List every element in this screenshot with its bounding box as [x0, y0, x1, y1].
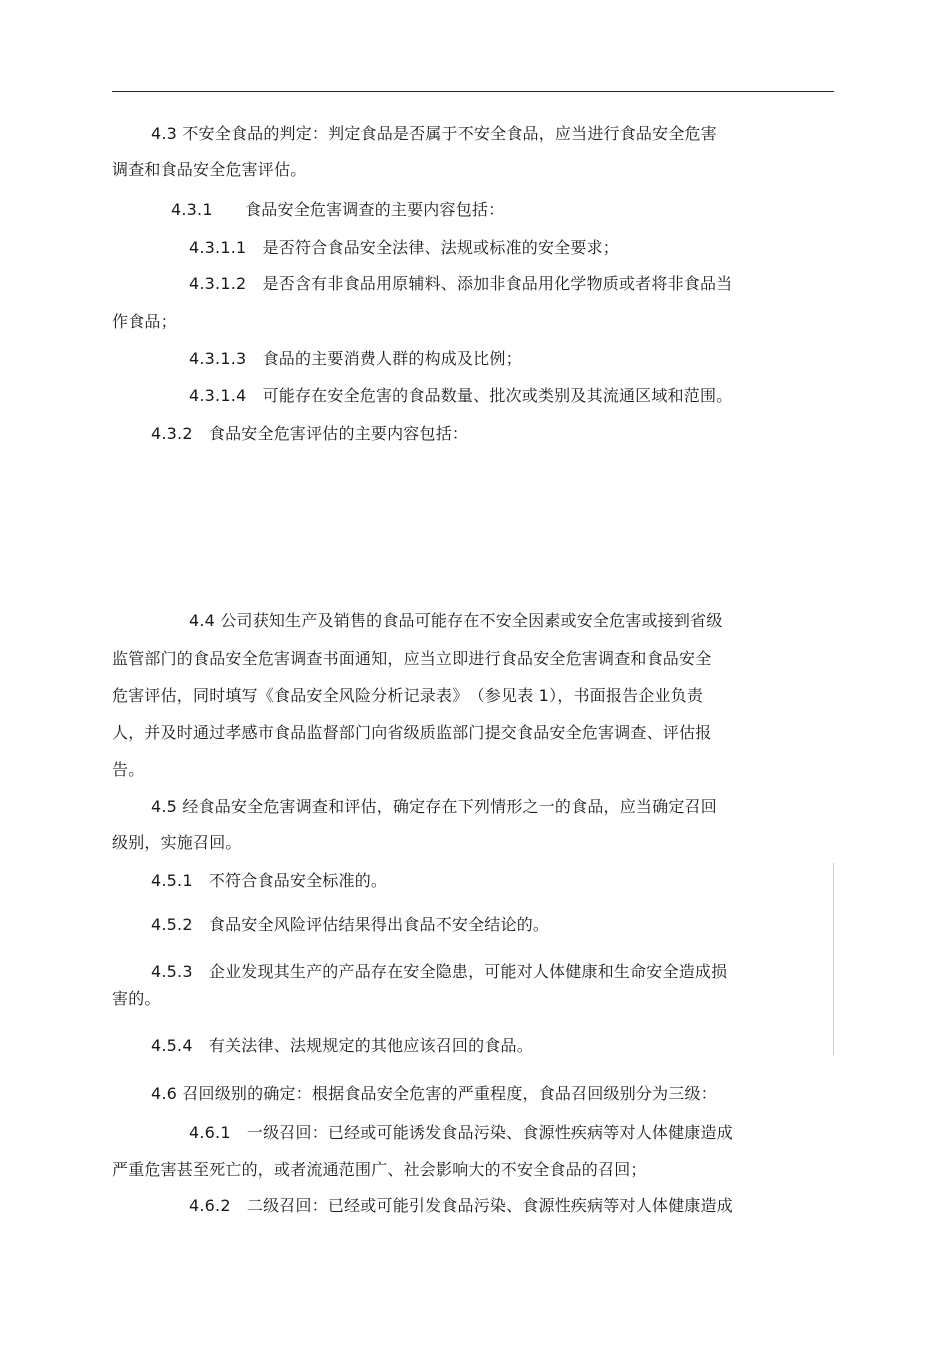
text-line: 危害评估，同时填写《食品安全风险分析记录表》 （参见表 1），书面报告企业负责 — [112, 686, 704, 705]
text-line: 4.6.1 一级召回：已经或可能诱发食品污染、食源性疾病等对人体健康造成 — [189, 1123, 733, 1142]
header-rule — [112, 91, 834, 92]
text-line: 4.4 公司获知生产及销售的食品可能存在不安全因素或安全危害或接到省级 — [189, 611, 723, 630]
text-line: 4.6.2 二级召回：已经或可能引发食品污染、食源性疾病等对人体健康造成 — [189, 1196, 733, 1215]
text-line: 4.5.3 企业发现其生产的产品存在安全隐患，可能对人体健康和生命安全造成损 — [151, 962, 728, 981]
text-line: 监管部门的食品安全危害调查书面通知，应当立即进行食品安全危害调查和食品安全 — [112, 649, 712, 668]
text-line: 4.3.1.3 食品的主要消费人群的构成及比例； — [189, 349, 522, 368]
text-line: 4.3.1.4 可能存在安全危害的食品数量、批次或类别及其流通区域和范围。 — [189, 386, 733, 405]
text-line: 级别，实施召回。 — [112, 833, 242, 852]
text-line: 4.3.1 食品安全危害调查的主要内容包括： — [171, 200, 505, 219]
text-line: 害的。 — [112, 989, 161, 1008]
text-line: 告。 — [112, 760, 145, 779]
text-line: 4.5.2 食品安全风险评估结果得出食品不安全结论的。 — [151, 915, 550, 934]
text-line: 4.5.4 有关法律、法规规定的其他应该召回的食品。 — [151, 1036, 533, 1055]
text-line: 4.6 召回级别的确定：根据食品安全危害的严重程度，食品召回级别分为三级： — [151, 1084, 717, 1103]
text-line: 4.5 经食品安全危害调查和评估，确定存在下列情形之一的食品，应当确定召回 — [151, 797, 717, 816]
text-line: 作食品； — [112, 312, 177, 331]
text-line: 人，并及时通过孝感市食品监督部门向省级质监部门提交食品安全危害调查、评估报 — [112, 723, 712, 742]
text-line: 4.3 不安全食品的判定：判定食品是否属于不安全食品，应当进行食品安全危害 — [151, 124, 717, 143]
text-line: 4.3.2 食品安全危害评估的主要内容包括： — [151, 424, 469, 443]
text-line: 调查和食品安全危害评估。 — [112, 160, 307, 179]
text-line: 4.5.1 不符合食品安全标准的。 — [151, 871, 388, 890]
text-line: 严重危害甚至死亡的，或者流通范围广、社会影响大的不安全食品的召回； — [112, 1160, 647, 1179]
margin-line — [833, 863, 834, 1055]
text-line: 4.3.1.2 是否含有非食品用原辅料、添加非食品用化学物质或者将非食品当 — [189, 274, 733, 293]
text-line: 4.3.1.1 是否符合食品安全法律、法规或标准的安全要求； — [189, 238, 619, 257]
